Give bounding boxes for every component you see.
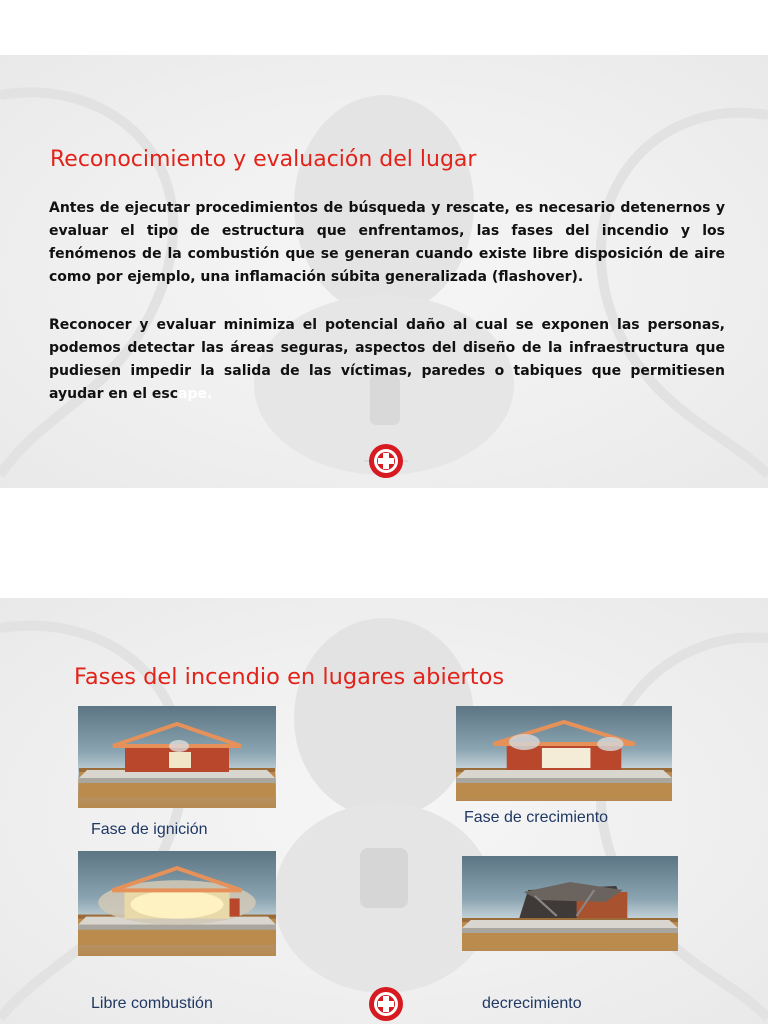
phase-decay-image [462,856,678,951]
slide-fases-incendio [0,598,768,1024]
phase-growth-caption: Fase de crecimiento [464,809,609,826]
phase-ignition-image [78,706,276,808]
slide-reconocimiento [0,55,768,488]
phase-free-combustion-caption: Libre combustión [91,995,213,1012]
paragraph-intro: Antes de ejecutar procedimientos de búsqueda y rescate, es necesario detenernos y evaluar el tipo de estructura que enfrentamos, las fases del incendio y los fenómenos de la combustión que se generan cuando existe libre disposición de aire como por ejemplo, una inflamación súbita generalizada (flashover). [49,200,725,285]
paragraph-evaluation [49,314,725,406]
slide-title: Fases del incendio en lugares abiertos [74,664,505,690]
phase-growth-image [456,706,672,801]
firefighter-badge-logo-icon [364,984,408,1024]
paragraph-evaluation-faded-text: ape. [178,386,213,402]
slide-title: Reconocimiento y evaluación del lugar [50,147,477,172]
phase-free-combustion-image [78,851,276,956]
phase-ignition-caption: Fase de ignición [91,821,208,838]
phase-decay-caption: decrecimiento [482,995,582,1012]
background-decoration [0,598,768,1024]
firefighter-badge-logo-icon [364,441,408,481]
paragraph-evaluation-text: Reconocer y evaluar minimiza el potencial daño al cual se exponen las personas, podemos detectar las áreas seguras, aspectos del diseño de la infraestructura que pudiesen impedir la salida de las víctimas, paredes o tabiques que permitiesen ayudar en el esc [49,317,725,402]
